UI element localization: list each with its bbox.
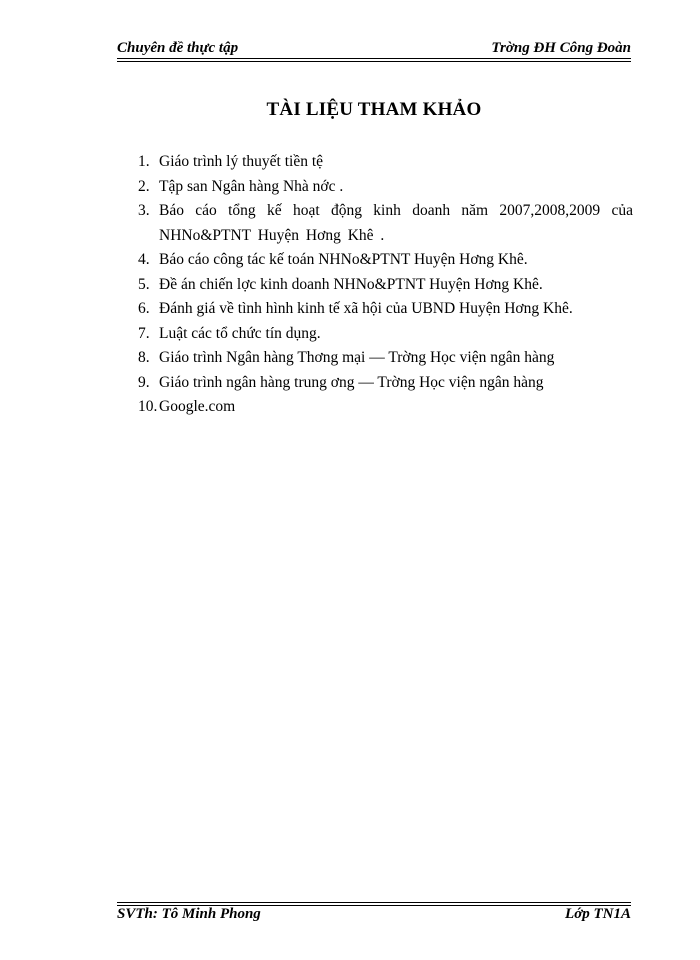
reference-text: Đề án chiến lợc kinh doanh NHNo&PTNT Huyện Hơng Khê.	[159, 275, 543, 293]
reference-list	[138, 150, 633, 420]
reference-number: 1.	[138, 153, 150, 170]
reference-text: Tập san Ngân hàng Nhà nớc .	[159, 177, 344, 195]
reference-item	[138, 297, 633, 322]
reference-item	[138, 175, 633, 200]
reference-item	[138, 395, 633, 420]
reference-text: Báo cáo tổng kế hoạt động kinh doanh năm 2007,2008,2009 của NHNo&PTNT Huyện Hơng Khê .	[159, 202, 633, 244]
reference-text: Đánh giá về tình hình kinh tế xã hội của UBND Huyện Hơng Khê.	[159, 300, 573, 317]
reference-item	[138, 322, 633, 347]
header-right-text: Trờng ĐH Công Đoàn	[491, 40, 631, 56]
footer-left-text: SVTh: Tô Minh Phong	[117, 906, 261, 922]
reference-number: 9.	[138, 373, 150, 391]
page-footer	[117, 906, 631, 926]
reference-number: 3.	[138, 202, 150, 219]
reference-item	[138, 371, 633, 396]
reference-text: Luật các tổ chức tín dụng.	[159, 324, 321, 342]
reference-number: 10.	[138, 398, 158, 415]
reference-text: Giáo trình Ngân hàng Thơng mại — Trờng Học viện ngân hàng	[159, 349, 555, 366]
page-header	[117, 40, 631, 60]
page-title: TÀI LIỆU THAM KHẢO	[266, 99, 482, 120]
reference-item	[138, 273, 633, 298]
header-rule-top	[117, 58, 631, 59]
footer-rule-top	[117, 902, 631, 903]
reference-text: Giáo trình lý thuyết tiền tệ	[159, 153, 324, 170]
reference-item	[138, 199, 633, 248]
reference-text: Báo cáo công tác kế toán NHNo&PTNT Huyện Hơng Khê.	[159, 251, 528, 268]
reference-number: 5.	[138, 275, 150, 293]
reference-item	[138, 248, 633, 273]
reference-item	[138, 346, 633, 371]
reference-item	[138, 150, 633, 175]
reference-text: Giáo trình ngân hàng trung ơng — Trờng Học viện ngân hàng	[159, 373, 544, 391]
reference-number: 6.	[138, 300, 150, 317]
reference-number: 2.	[138, 177, 150, 195]
reference-text: Google.com	[159, 398, 236, 415]
header-left-text: Chuyên đề thực tập	[117, 40, 239, 56]
footer-right-text: Lớp TN1A	[565, 906, 631, 922]
reference-number: 4.	[138, 251, 150, 268]
header-rule-bottom	[117, 61, 631, 62]
reference-number: 8.	[138, 349, 150, 366]
reference-number: 7.	[138, 324, 150, 342]
